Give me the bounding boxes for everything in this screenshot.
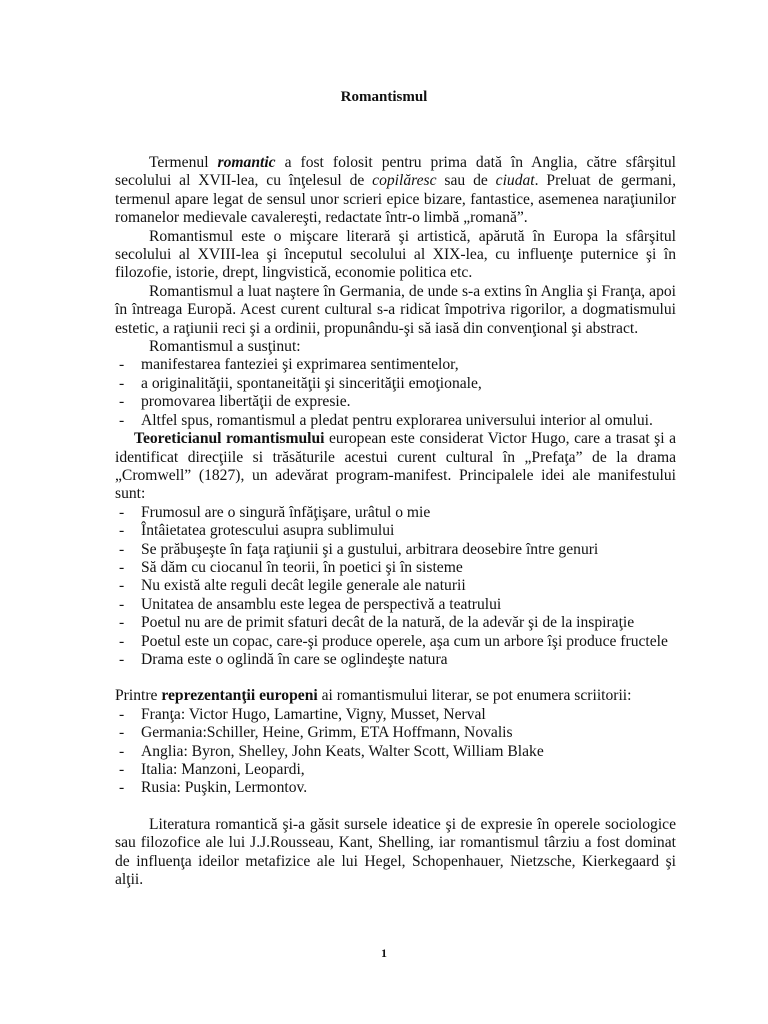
paragraph-romantic-term (115, 154, 676, 228)
text-run: . Preluat de germani, termenul apare legat de sensul unor scrieri epice bizare, fantastice, asemenea naraţiunilor romanelor medievale cavalereşti, redactate într-o limbă „romană”. (115, 172, 676, 227)
list-item: - Anglia: Byron, Shelley, John Keats, Walter Scott, William Blake (115, 743, 676, 761)
list-supported-values (115, 356, 676, 430)
paragraph-movement-definition: Romantismul este o mişcare literară şi artistică, apărută în Europa la sfârşitul secolului al XVIII-lea şi începutul secolului al XIX-lea, cu influenţe puternice şi în filozofie, istorie, drept, lingvistică, economie politica etc. (115, 227, 676, 282)
paragraph-origins: Romantismul a luat naştere în Germania, de unde s-a extins în Anglia şi Franţa, apoi în întreaga Europă. Acest curent cultural s-a ridicat împotriva rigorilor, a dogmatismului estetic, a raţiunii reci şi a ordinii, propunându-şi să iasă din convenţional şi abstract. (115, 282, 676, 337)
emphasis-representatives: reprezentanţii europeni (161, 687, 318, 705)
page-number: 1 (381, 946, 387, 960)
paragraph-sources: Literatura romantică şi-a găsit sursele ideatice şi de expresie în operele sociologice sau filozofice ale lui J.J.Rousseau, Kant, Shelling, iar romantismul târziu a fost dominat de influenţa ideilor metafizice ale lui Hegel, Schopenhauer, Nietzsche, Kierkegaard şi alţii. (115, 815, 676, 889)
text-run: european este considerat Victor Hugo, care a trasat şi a identificat direcţiile si trăsăturile acestui curent cultural în „Prefaţa” de la drama „Cromwell” (1827), un adevărat program-manifest. Principalele idei ale manifestului sunt: (115, 430, 676, 503)
text-run: ai romantismului literar, se pot enumera scriitorii: (317, 687, 632, 705)
page-title: Romantismul (340, 89, 428, 105)
list-item: - Poetul nu are de primit sfaturi decât de la natură, de la adevăr şi de la inspiraţie (115, 614, 676, 632)
list-item: - Germania:Schiller, Heine, Grimm, ETA Hoffmann, Novalis (115, 724, 676, 742)
list-item: - Să dăm cu ciocanul în teorii, în poetici şi în sisteme (115, 559, 676, 577)
text-run: Printre (115, 687, 162, 705)
list-item: - manifestarea fanteziei şi exprimarea sentimentelor, (115, 356, 676, 374)
paragraph-theorist (115, 430, 676, 504)
list-item: - Drama este o oglindă în care se oglindeşte natura (115, 651, 676, 669)
list-writers-by-country (115, 706, 676, 798)
text-run: sau de (436, 172, 496, 190)
paragraph-representatives (115, 687, 676, 705)
paragraph-supported: Romantismul a susţinut: (149, 338, 301, 356)
document-body (115, 154, 676, 889)
list-item: - promovarea libertăţii de expresie. (115, 393, 676, 411)
text-run: Termenul (149, 154, 218, 171)
list-manifesto-ideas (115, 504, 676, 670)
list-item: - Se prăbuşeşte în faţa raţiunii şi a gustului, arbitrara deosebire între genuri (115, 541, 676, 559)
list-item: - Nu există alte reguli decât legile generale ale naturii (115, 577, 676, 595)
list-item: - Altfel spus, romantismul a pledat pentru explorarea universului interior al omului. (115, 412, 676, 430)
text-run: a fost folosit pentru prima dată în Anglia, către sfârşitul secolului al XVII-lea, cu înţelesul de (115, 154, 676, 190)
list-item: - Întâietatea grotescului asupra sublimului (115, 522, 676, 540)
emphasis-copilaresc: copilăresc (372, 172, 437, 190)
list-item: - Frumosul are o singură înfăţişare, urâtul o mie (115, 504, 676, 522)
emphasis-ciudat: ciudat (495, 172, 535, 190)
list-item: - Italia: Manzoni, Leopardi, (115, 761, 676, 779)
list-item: - a originalităţii, spontaneităţii şi sincerităţii emoţionale, (115, 375, 676, 393)
emphasis-romantic: romantic (217, 154, 276, 171)
list-item: - Unitatea de ansamblu este legea de perspectivă a teatrului (115, 596, 676, 614)
spacer (115, 669, 676, 687)
spacer (115, 798, 676, 816)
list-item: - Poetul este un copac, care-şi produce operele, aşa cum un arbore îşi produce fructele (115, 633, 676, 651)
emphasis-theorist: Teoreticianul romantismului (134, 430, 325, 448)
list-item: - Rusia: Puşkin, Lermontov. (115, 779, 676, 797)
list-item: - Franţa: Victor Hugo, Lamartine, Vigny, Musset, Nerval (115, 706, 676, 724)
